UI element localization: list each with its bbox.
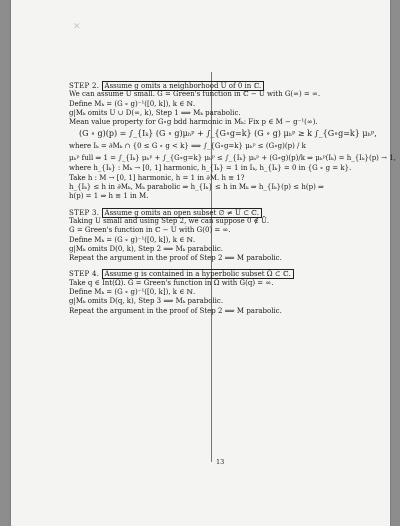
step4-line: Define Mₖ = (G ∘ g)⁻¹([0, k]), k ∈ ℕ. (69, 288, 196, 297)
step2-line: Mean value property for G∘g bdd harmonic in Mₖ: Fix p ∈ M − g⁻¹(∞). (69, 118, 318, 127)
step2-equation: (G ∘ g)(p) = ∫_{Iₖ} (G ∘ g)μₕᵖ + ∫_{G∘g=k} (G ∘ g) μₕᵖ ≥ k ∫_{G∘g=k} μₕᵖ, (79, 129, 377, 139)
step4-label: STEP 4. (69, 270, 100, 279)
step2-line: where h_{Iₖ} : Mₖ → [0, 1] harmonic, h_{Iₖ} = 1 in Iₖ, h_{Iₖ} = 0 in {G ∘ g = k}. (69, 164, 352, 173)
step3-heading (69, 208, 369, 217)
step4-line: Repeat the argument in the proof of Step 2 ⟹ M parabolic. (69, 306, 282, 315)
step2-line: We can assume U small. G = Green's function in ℂ − U with G(∞) = ∞. (69, 90, 321, 99)
step4-line: Take q ∈ Int(Ω). G = Green's function in Ω with G(q) = ∞. (69, 278, 274, 287)
step3-label: STEP 3. (69, 208, 100, 217)
step2-line: Define Mₖ = (G ∘ g)⁻¹([0, k]), k ∈ ℕ. (69, 99, 196, 108)
step2-heading (69, 81, 369, 90)
page-content (69, 79, 396, 316)
step3-line: G = Green's function in ℂ − U with G(0) = ∞. (69, 226, 231, 235)
step2-line: g|Mₖ omits U ∪ D(∞, k), Step 1 ⟹ Mₖ parabolic. (69, 108, 241, 117)
step3-line: Define Mₖ = (G ∘ g)⁻¹([0, k]), k ∈ ℕ. (69, 235, 196, 244)
step4-heading (69, 269, 369, 278)
document-page (11, 0, 396, 526)
step3-line: g|Mₖ omits D(0, k), Step 2 ⟹ Mₖ parabolic. (69, 244, 224, 253)
step4-line: g|Mₖ omits D(q, k), Step 3 ⟹ Mₖ parabolic. (69, 297, 224, 306)
step3-box: Assume g omits an open subset ∅ ≠ U ⊂ ℂ. (102, 208, 262, 218)
step2-label: STEP 2. (69, 82, 100, 90)
step2-line: Take h : M → [0, 1] harmonic, h = 1 in ∂M. h ≡ 1? (69, 173, 245, 182)
step2-line: where Iₖ = ∂Mₖ ∩ {0 ≤ G ∘ g < k} ⟹ ∫_{G∘g=k} μₕᵖ ≤ (G∘g)(p) / k (69, 142, 306, 151)
step3-line: Repeat the argument in the proof of Step 2 ⟹ M parabolic. (69, 254, 282, 263)
page-number: 13 (216, 458, 225, 466)
step3-line: Taking U small and using Step 2, we can suppose 0 ∉ Ū. (69, 216, 270, 225)
step4-box: Assume g is contained in a hyperbolic subset Ω ⊂ ℂ. (102, 269, 294, 279)
step2-line: h(p) = 1 ⇒ h ≡ 1 in M. (69, 192, 149, 201)
step2-box: Assume g omits a neighborhood U of 0 in ℂ. (102, 81, 265, 91)
page-mark: ✕ (73, 22, 81, 32)
step2-line: μₕᵖ full ⇒ 1 = ∫_{Iₖ} μₕᵖ + ∫_{G∘g=k} μₕᵖ ≤ ∫_{Iₖ} μₕᵖ + (G∘g)(p)/k ⇒ μₕᵖ(Iₖ) = h_{Iₖ}(p) → 1, (69, 154, 396, 163)
step2-line: h_{Iₖ} ≤ h in ∂Mₖ, Mₖ parabolic ⇒ h_{Iₖ} ≤ h in Mₖ ⇒ h_{Iₖ}(p) ≤ h(p) ⇒ (69, 183, 324, 192)
